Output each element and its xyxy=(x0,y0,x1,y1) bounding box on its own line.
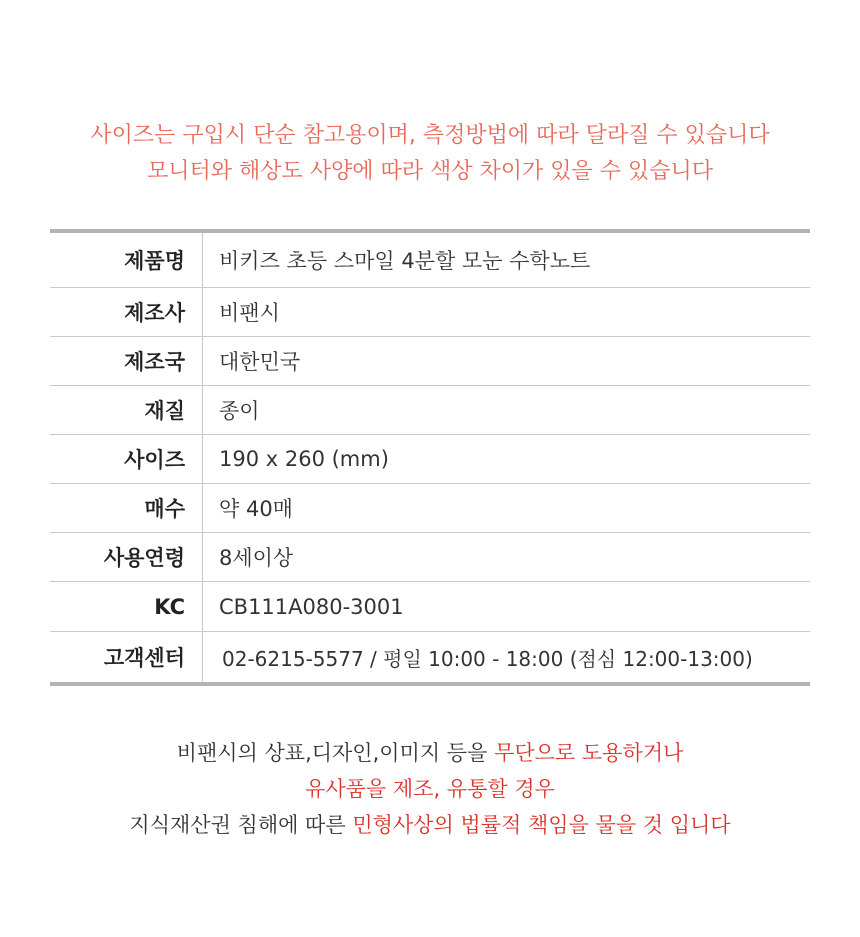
spec-row-age xyxy=(50,532,810,581)
spec-row-size xyxy=(50,434,810,483)
notice-line-1: 사이즈는 구입시 단순 참고용이며, 측정방법에 따라 달라질 수 있습니다 xyxy=(90,123,770,148)
spec-value: CB111A080-3001 xyxy=(219,594,404,619)
spec-value: 비팬시 xyxy=(219,301,280,325)
spec-value: 190 x 260 (mm) xyxy=(219,447,389,471)
copyright-text: 지식재산권 침해에 따른 xyxy=(129,813,353,837)
spec-value: 8세이상 xyxy=(219,546,294,570)
spec-value: 비키즈 초등 스마일 4분할 모눈 수학노트 xyxy=(219,249,591,273)
spec-row-product-name xyxy=(50,233,810,287)
copyright-line-3 xyxy=(0,807,860,843)
spec-row-material xyxy=(50,385,810,434)
spec-label: 고객센터 xyxy=(50,632,203,682)
spec-label: 재질 xyxy=(50,386,203,434)
spec-label: 사용연령 xyxy=(50,533,203,581)
spec-row-manufacturer xyxy=(50,287,810,336)
spec-row-sheet-count xyxy=(50,483,810,532)
copyright-warning-text: 민형사상의 법률적 책임을 물을 것 입니다 xyxy=(352,813,731,837)
spec-label: 제조사 xyxy=(50,288,203,336)
spec-value: 약 40매 xyxy=(219,497,293,521)
spec-row-customer-center xyxy=(50,631,810,682)
spec-label: 매수 xyxy=(50,484,203,532)
spec-label: KC xyxy=(50,582,203,631)
spec-label: 사이즈 xyxy=(50,435,203,483)
copyright-warning-text: 무단으로 도용하거나 xyxy=(494,741,684,765)
notice-line-2: 모니터와 해상도 사양에 따라 색상 차이가 있을 수 있습니다 xyxy=(147,159,713,184)
copyright-notice xyxy=(0,735,860,843)
spec-row-kc xyxy=(50,581,810,631)
copyright-line-1 xyxy=(0,735,860,771)
copyright-text: 비팬시의 상표,디자인,이미지 등을 xyxy=(176,741,495,765)
copyright-line-2 xyxy=(0,771,860,807)
spec-label: 제조국 xyxy=(50,337,203,385)
copyright-warning-text: 유사품을 제조, 유통할 경우 xyxy=(305,777,555,801)
spec-row-country xyxy=(50,336,810,385)
size-notice xyxy=(0,118,860,190)
product-spec-table xyxy=(50,229,810,686)
spec-value: 대한민국 xyxy=(219,350,301,374)
spec-label: 제품명 xyxy=(50,233,203,287)
spec-value: 02-6215-5577 / 평일 10:00 - 18:00 (점심 12:00-13:00) xyxy=(222,646,753,671)
spec-value: 종이 xyxy=(219,399,260,423)
